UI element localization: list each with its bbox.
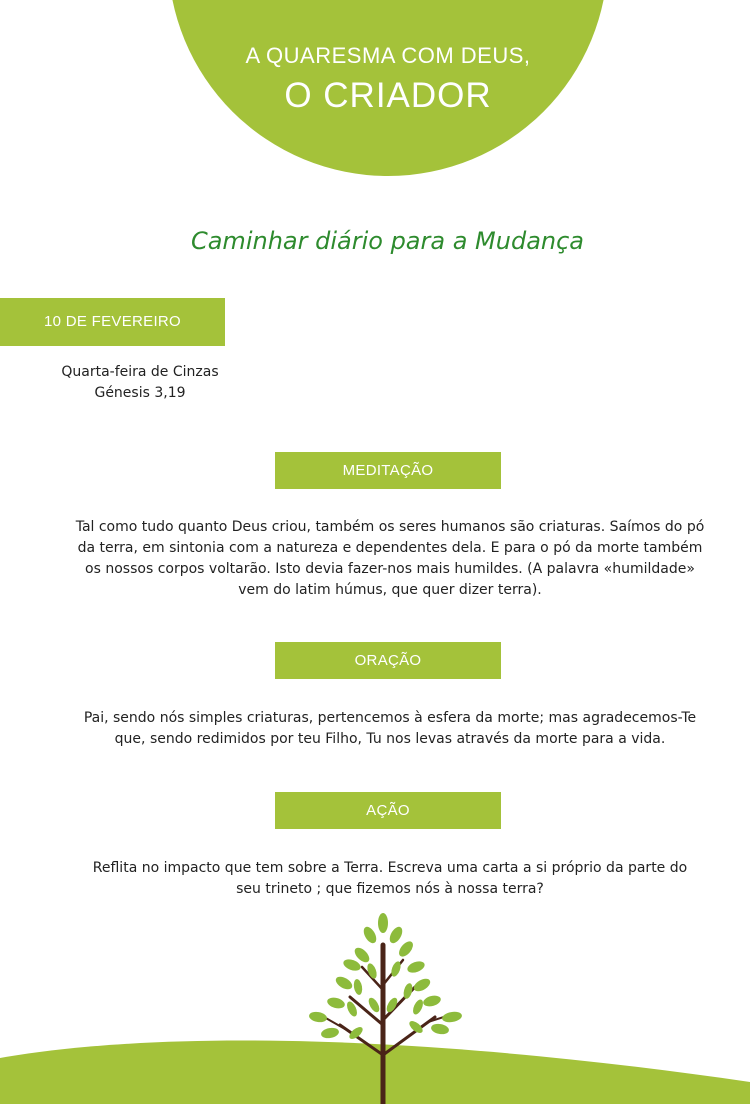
prayer-label: ORAÇÃO <box>275 642 501 679</box>
day-name: Quarta-feira de Cinzas <box>61 364 219 380</box>
prayer-text: Pai, sendo nós simples criaturas, pertencemos à esfera da morte; mas agradecemos-Te que, sendo redimidos por teu Filho, Tu nos levas através da morte para a vida. <box>83 710 697 747</box>
header-title-line1: A QUARESMA COM DEUS, <box>245 43 531 68</box>
tree-icon <box>300 905 470 1104</box>
meditation-text: Tal como tudo quanto Deus criou, também os seres humanos são criaturas. Saímos do pó da terra, em sintonia com a natureza e dependentes dela. E para o pó da morte também os nossos corpos voltarão. Isto devia fazer-nos mais humildes. (A palavra «humildade» vem do latim húmus, que quer dizer terra). <box>75 519 705 598</box>
action-label: AÇÃO <box>275 792 501 829</box>
day-info <box>0 362 280 404</box>
header-title-line2: O CRIADOR <box>284 76 492 115</box>
date-badge: 10 DE FEVEREIRO <box>0 298 225 346</box>
meditation-label: MEDITAÇÃO <box>275 452 501 489</box>
action-text: Reflita no impacto que tem sobre a Terra. Escreva uma carta a si próprio da parte do seu trineto ; que fizemos nós à nossa terra? <box>92 860 688 897</box>
scripture-reference: Génesis 3,19 <box>94 385 186 401</box>
page-subtitle: Caminhar diário para a Mudança <box>190 227 585 255</box>
